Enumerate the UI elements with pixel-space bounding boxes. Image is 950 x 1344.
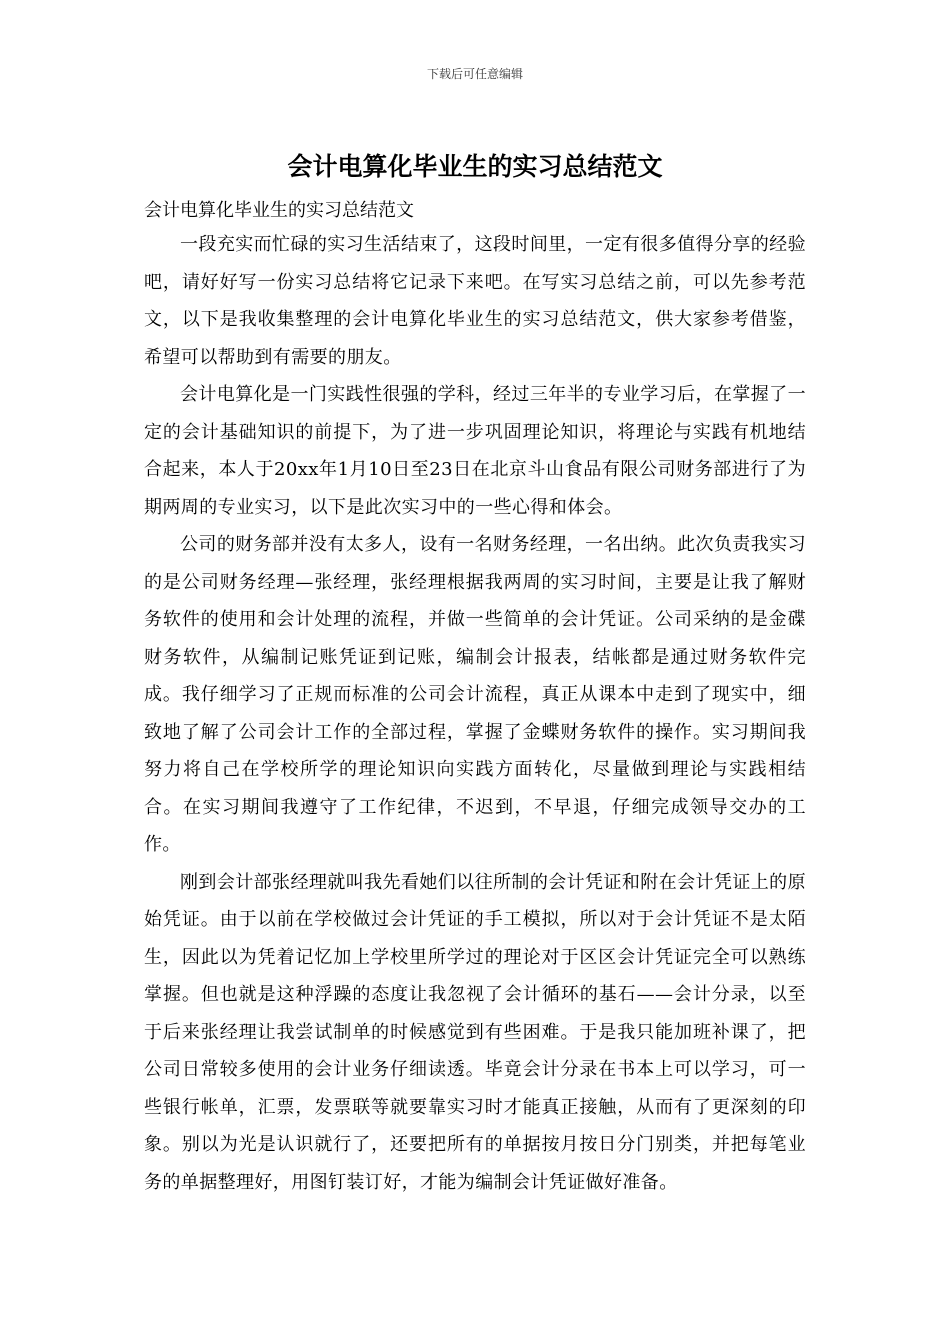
- paragraph: 一段充实而忙碌的实习生活结束了，这段时间里，一定有很多值得分享的经验吧，请好好写一份实习总结将它记录下来吧。在写实习总结之前，可以先参考范文，以下是我收集整理的会计电算化毕业生的实习总结范文，供大家参考借鉴，希望可以帮助到有需要的朋友。: [144, 234, 806, 368]
- document-subtitle: 会计电算化毕业生的实习总结范文: [144, 200, 414, 221]
- paragraph: 公司的财务部并没有太多人，设有一名财务经理，一名出纳。此次负责我实习的是公司财务经理—张经理，张经理根据我两周的实习时间，主要是让我了解财务软件的使用和会计处理的流程，并做一些简单的会计凭证。公司采纳的是金碟财务软件，从编制记账凭证到记账，编制会计报表，结帐都是通过财务软件完成。我仔细学习了正规而标准的公司会计流程，真正从课本中走到了现实中，细致地了解了公司会计工作的全部过程，掌握了金蝶财务软件的操作。实习期间我努力将自己在学校所学的理论知识向实践方面转化，尽量做到理论与实践相结合。在实习期间我遵守了工作纪律，不迟到，不早退，仔细完成领导交办的工作。: [144, 534, 806, 855]
- document-body: [144, 196, 806, 1201]
- paragraph: 会计电算化是一门实践性很强的学科，经过三年半的专业学习后，在掌握了一定的会计基础知识的前提下，为了进一步巩固理论知识，将理论与实践有机地结合起来，本人于20xx年1月10日至23日在北京斗山食品有限公司财务部进行了为期两周的专业实习，以下是此次实习中的一些心得和体会。: [144, 384, 806, 518]
- header-note: 下载后可任意编辑: [426, 67, 523, 81]
- paragraph: 刚到会计部张经理就叫我先看她们以往所制的会计凭证和附在会计凭证上的原始凭证。由于以前在学校做过会计凭证的手工模拟，所以对于会计凭证不是太陌生，因此以为凭着记忆加上学校里所学过的理论对于区区会计凭证完全可以熟练掌握。但也就是这种浮躁的态度让我忽视了会计循环的基石——会计分录，以至于后来张经理让我尝试制单的时候感觉到有些困难。于是我只能加班补课了，把公司日常较多使用的会计业务仔细读透。毕竟会计分录在书本上可以学习，可一些银行帐单，汇票，发票联等就要靠实习时才能真正接触，从而有了更深刻的印象。别以为光是认识就行了，还要把所有的单据按月按日分门别类，并把每笔业务的单据整理好，用图钉装订好，才能为编制会计凭证做好准备。: [144, 871, 806, 1193]
- document-title: 会计电算化毕业生的实习总结范文: [287, 152, 663, 181]
